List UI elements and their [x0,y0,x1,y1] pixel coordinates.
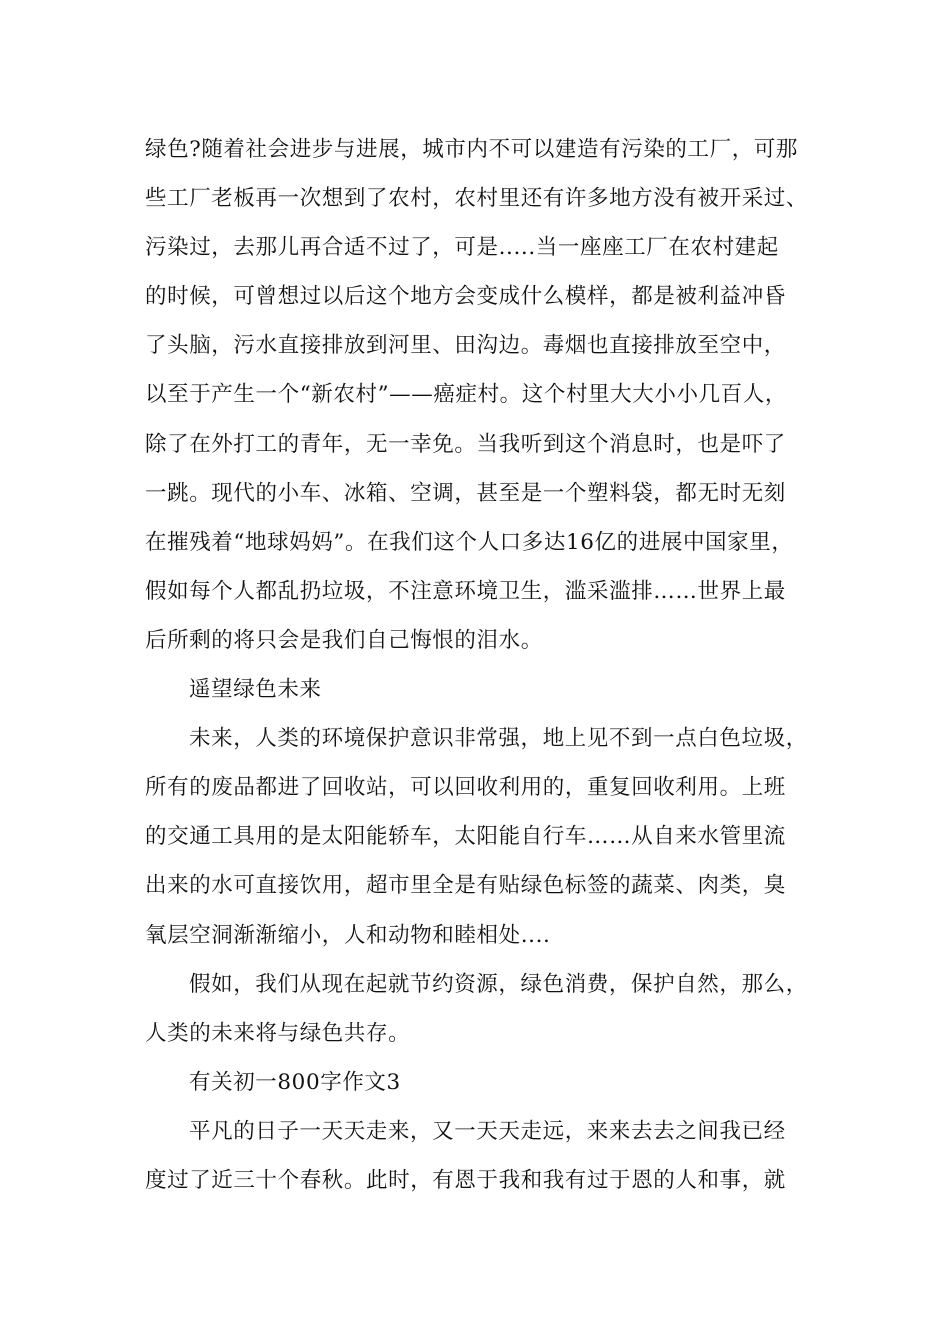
text-line: 污染过，去那儿再合适不过了，可是.....当一座座工厂在农村建起 [145,235,779,261]
text-line: 的交通工具用的是太阳能轿车，太阳能自行车……从自来水管里流 [145,824,786,850]
text-line: 氧层空洞渐渐缩小，人和动物和睦相处.... [145,922,551,948]
text-line: 些工厂老板再一次想到了农村，农村里还有许多地方没有被开采过、 [145,186,809,212]
text-line: 度过了近三十个春秋。此时，有恩于我和我有过于恩的人和事，就 [145,1167,786,1193]
text-line: 了头脑，污水直接排放到河里、田沟边。毒烟也直接排放至空中， [145,333,786,359]
essay-text [145,125,835,1205]
text-line: 所有的废品都进了回收站，可以回收利用的，重复回收利用。上班 [145,775,786,801]
text-line: 假如每个人都乱扔垃圾，不注意环境卫生，滥采滥排……世界上最 [145,578,786,604]
text-line: 后所剩的将只会是我们自己悔恨的泪水。 [145,627,543,653]
text-line: 的时候，可曾想过以后这个地方会变成什么模样，都是被利益冲昏 [145,284,786,310]
text-line: 未来，人类的环境保护意识非常强，地上见不到一点白色垃圾， [189,726,808,752]
text-line: 以至于产生一个“新农村”——癌症村。这个村里大大小小几百人， [145,382,787,408]
section-heading: 有关初一800字作文3 [189,1069,401,1095]
section-heading: 遥望绿色未来 [189,677,322,703]
text-line: 一跳。现代的小车、冰箱、空调，甚至是一个塑料袋，都无时无刻 [145,480,786,506]
text-line: 除了在外打工的青年，无一幸免。当我听到这个消息时，也是吓了 [145,431,786,457]
text-line: 假如，我们从现在起就节约资源，绿色消费，保护自然，那么， [189,971,808,997]
text-line: 绿色?随着社会进步与进展，城市内不可以建造有污染的工厂，可那 [145,137,799,162]
text-line: 平凡的日子一天天走来，又一天天走远，来来去去之间我已经 [189,1118,786,1144]
text-line: 人类的未来将与绿色共存。 [145,1020,411,1046]
text-line: 在摧残着“地球妈妈”。在我们这个人口多达16亿的进展中国家里， [145,529,794,555]
text-line: 出来的水可直接饮用，超市里全是有贴绿色标签的蔬菜、肉类，臭 [145,873,786,899]
